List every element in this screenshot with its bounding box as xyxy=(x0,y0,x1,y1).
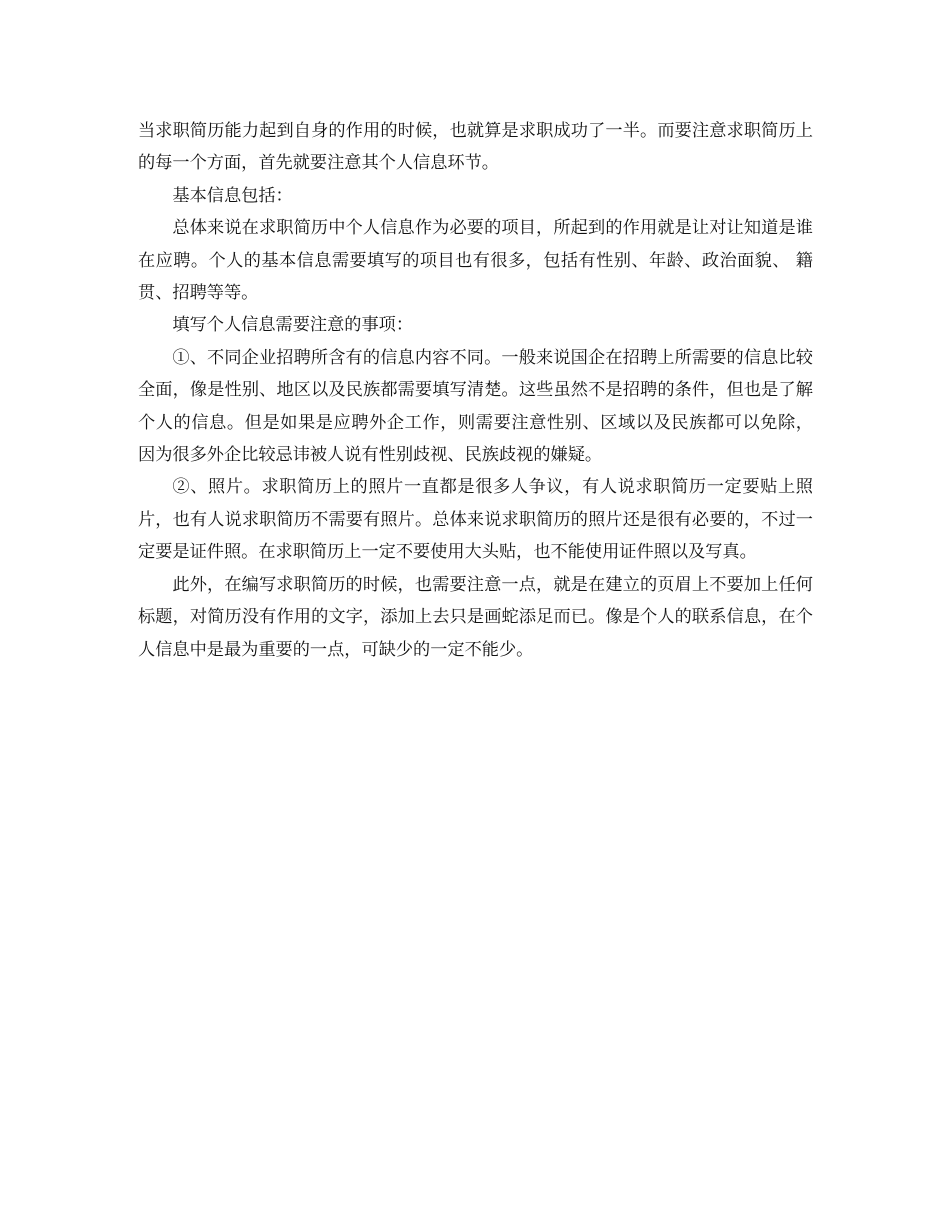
paragraph-conclusion: 此外，在编写求职简历的时候，也需要注意一点，就是在建立的页眉上不要加上任何标题，对简历没有作用的文字，添加上去只是画蛇添足而已。像是个人的联系信息，在个人信息中是最为重要的一点，可缺少的一定不能少。 xyxy=(138,574,813,660)
document-body xyxy=(138,115,813,666)
paragraph-intro: 当求职简历能力起到自身的作用的时候，也就算是求职成功了一半。而要注意求职简历上的每一个方面，首先就要注意其个人信息环节。 xyxy=(138,121,813,174)
paragraph-notes-heading: 填写个人信息需要注意的事项： xyxy=(172,315,414,336)
paragraph-note-1: ①、不同企业招聘所含有的信息内容不同。一般来说国企在招聘上所需要的信息比较全面，像是性别、地区以及民族都需要填写清楚。这些虽然不是招聘的条件，但也是了解个人的信息。但是如果是应聘外企工作，则需要注意性别、区域以及民族都可以免除， 因为很多外企比较忌讳被人说有性别歧视、民族歧视的嫌疑。 xyxy=(138,347,813,466)
paragraph-basic-info: 总体来说在求职简历中个人信息作为必要的项目，所起到的作用就是让对让知道是谁在应聘。个人的基本信息需要填写的项目也有很多，包括有性别、年龄、政治面貌、 籍贯、招聘等等。 xyxy=(138,218,813,304)
paragraph-basic-info-heading: 基本信息包括： xyxy=(172,185,293,206)
paragraph-note-2: ②、照片。求职简历上的照片一直都是很多人争议，有人说求职简历一定要贴上照片，也有人说求职简历不需要有照片。总体来说求职简历的照片还是很有必要的，不过一定要是证件照。在求职简历上一定不要使用大头贴，也不能使用证件照以及写真。 xyxy=(138,477,813,563)
